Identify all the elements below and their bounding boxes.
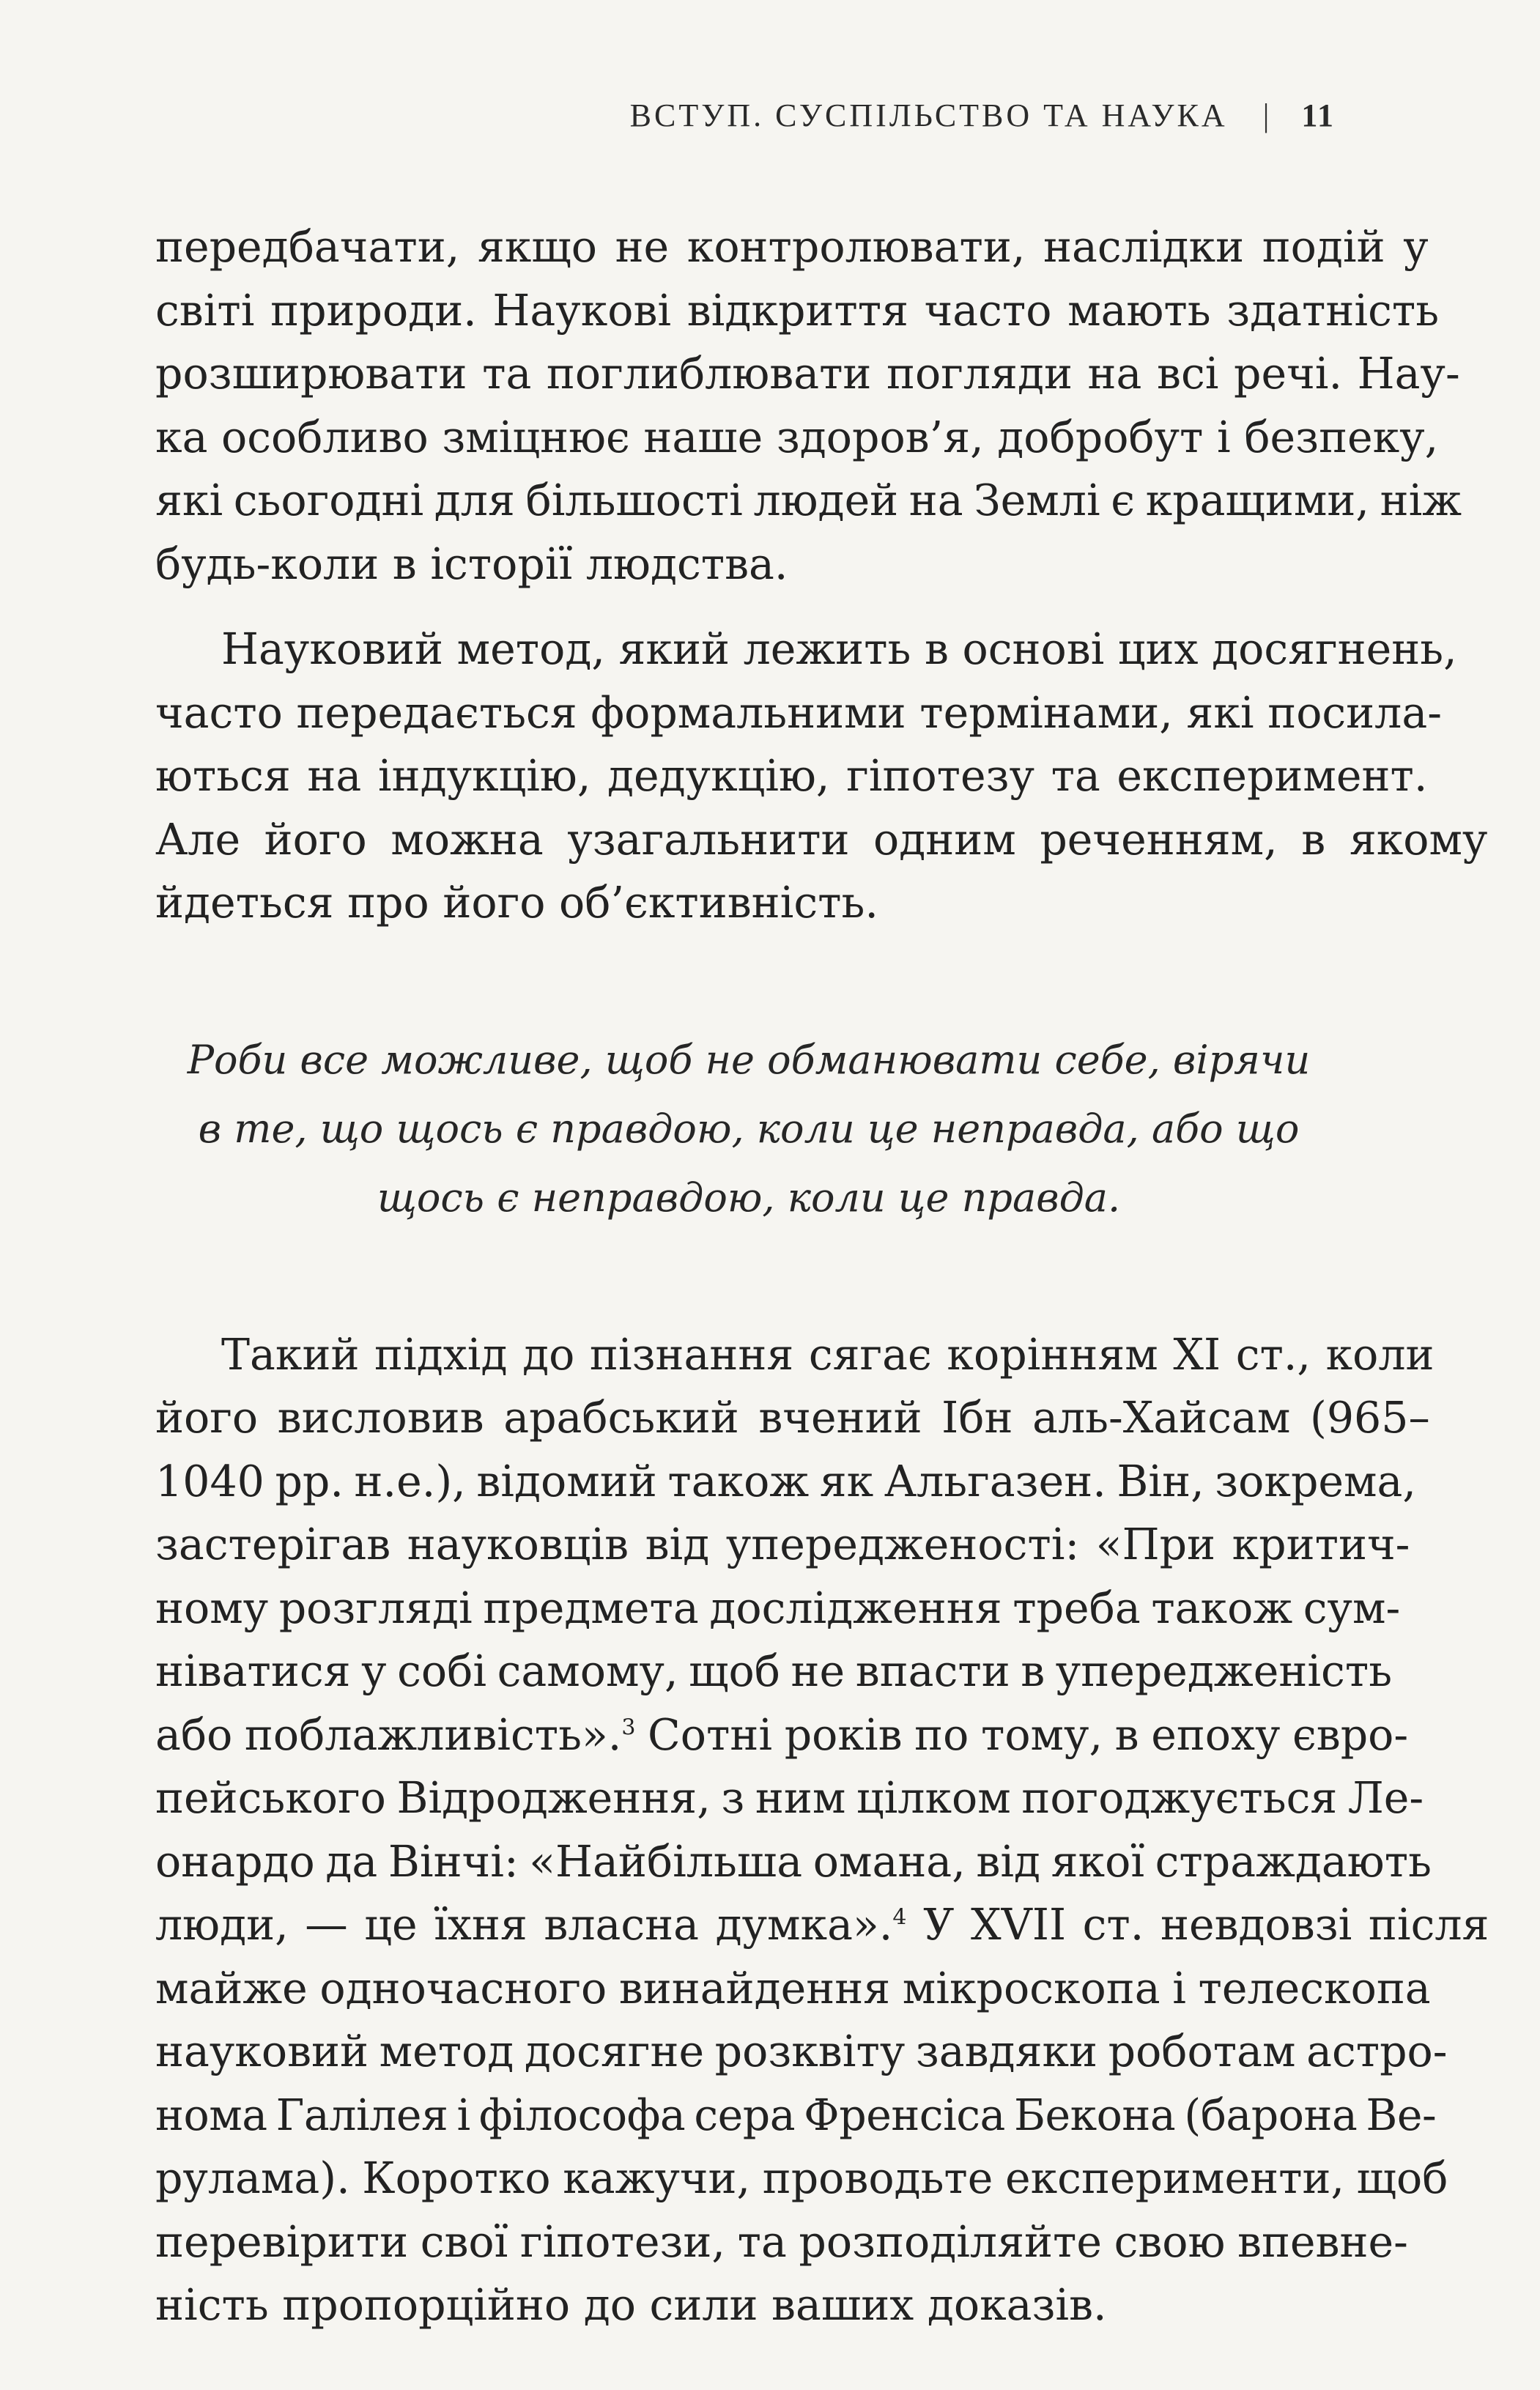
line-fragment: У XVII ст. невдовзі після xyxy=(906,1900,1489,1950)
text-line: нома Галілея і філософа сера Френсіса Бекона (барона Ве- xyxy=(155,2090,1437,2140)
text-line: рулама). Коротко кажучи, проводьте експерименти, щоб xyxy=(155,2153,1448,2203)
quote-line: Роби все можливе, щоб не обманювати себе, вірячи xyxy=(187,1036,1311,1083)
text-line: Але його можна узагальнити одним реченням, в якому xyxy=(155,814,1488,865)
text-line xyxy=(155,1893,1489,1957)
text-line: онардо да Вінчі: «Найбільша омана, від якої страждають xyxy=(155,1836,1432,1887)
text-line: 1040 рр. н.е.), відомий також як Альгазен. Він, зокрема, xyxy=(155,1456,1417,1506)
text-line xyxy=(155,1703,1409,1767)
text-line: застерігав науковців від упередженості: «При критич- xyxy=(155,1520,1410,1569)
line-fragment: люди, — це їхня власна думка». xyxy=(155,1900,893,1950)
text-line: науковий метод досягне розквіту завдяки роботам астро- xyxy=(155,2027,1448,2076)
text-line: йдеться про його об’єктивність. xyxy=(155,878,878,928)
footnote-ref-3[interactable]: 3 xyxy=(621,1714,636,1740)
text-line: ність пропорційно до сили ваших доказів. xyxy=(155,2280,1107,2330)
quote-line: щось є неправдою, коли це правда. xyxy=(377,1174,1121,1221)
text-line: ються на індукцію, дедукцію, гіпотезу та експеримент. xyxy=(155,751,1428,801)
text-line: ка особливо зміцнює наше здоров’я, добробут і безпеку, xyxy=(155,412,1439,462)
text-line: які сьогодні для більшості людей на Землі є кращими, ніж xyxy=(155,476,1462,525)
page-body xyxy=(155,215,1489,2337)
text-line: перевірити свої гіпотези, та розподіляйте свою впевне- xyxy=(155,2216,1408,2267)
paragraph-1 xyxy=(155,215,1462,596)
paragraph-3 xyxy=(155,1323,1489,2337)
text-line: розширювати та поглиблювати погляди на всі речі. Нау- xyxy=(155,349,1460,399)
line-fragment: або поблажливість». xyxy=(155,1709,622,1760)
text-line: Такий підхід до пізнання сягає корінням XI ст., коли xyxy=(221,1329,1435,1380)
text-line: ніватися у собі самому, щоб не впасти в упередженість xyxy=(155,1646,1393,1696)
text-line: Науковий метод, який лежить в основі цих досягнень, xyxy=(221,624,1457,674)
text-line: пейського Відродження, з ним цілком погоджується Ле- xyxy=(155,1773,1424,1823)
epigraph-quote xyxy=(155,1026,1342,1232)
header-separator: | xyxy=(1262,97,1273,133)
text-line: будь-коли в історії людства. xyxy=(155,539,788,589)
running-title: ВСТУП. СУСПІЛЬСТВО ТА НАУКА xyxy=(629,97,1228,133)
running-header xyxy=(0,97,1335,134)
paragraph-2 xyxy=(155,618,1488,935)
text-line: часто передається формальними термінами, які посила- xyxy=(155,687,1442,738)
text-line: ному розгляді предмета дослідження треба також сум- xyxy=(155,1583,1401,1633)
text-line: передбачати, якщо не контролювати, наслідки подій у xyxy=(155,222,1429,272)
footnote-ref-4[interactable]: 4 xyxy=(892,1904,907,1931)
text-line: його висловив арабський вчений Ібн аль-Хайсам (965– xyxy=(155,1393,1430,1443)
quote-line: в те, що щось є правдою, коли це неправда, або що xyxy=(198,1105,1300,1152)
text-line: майже одночасного винайдення мікроскопа і телескопа xyxy=(155,1963,1431,2013)
page-number: 11 xyxy=(1301,97,1335,133)
line-fragment: Сотні років по тому, в епоху євро- xyxy=(635,1709,1409,1760)
text-line: світі природи. Наукові відкриття часто мають здатність xyxy=(155,285,1440,336)
